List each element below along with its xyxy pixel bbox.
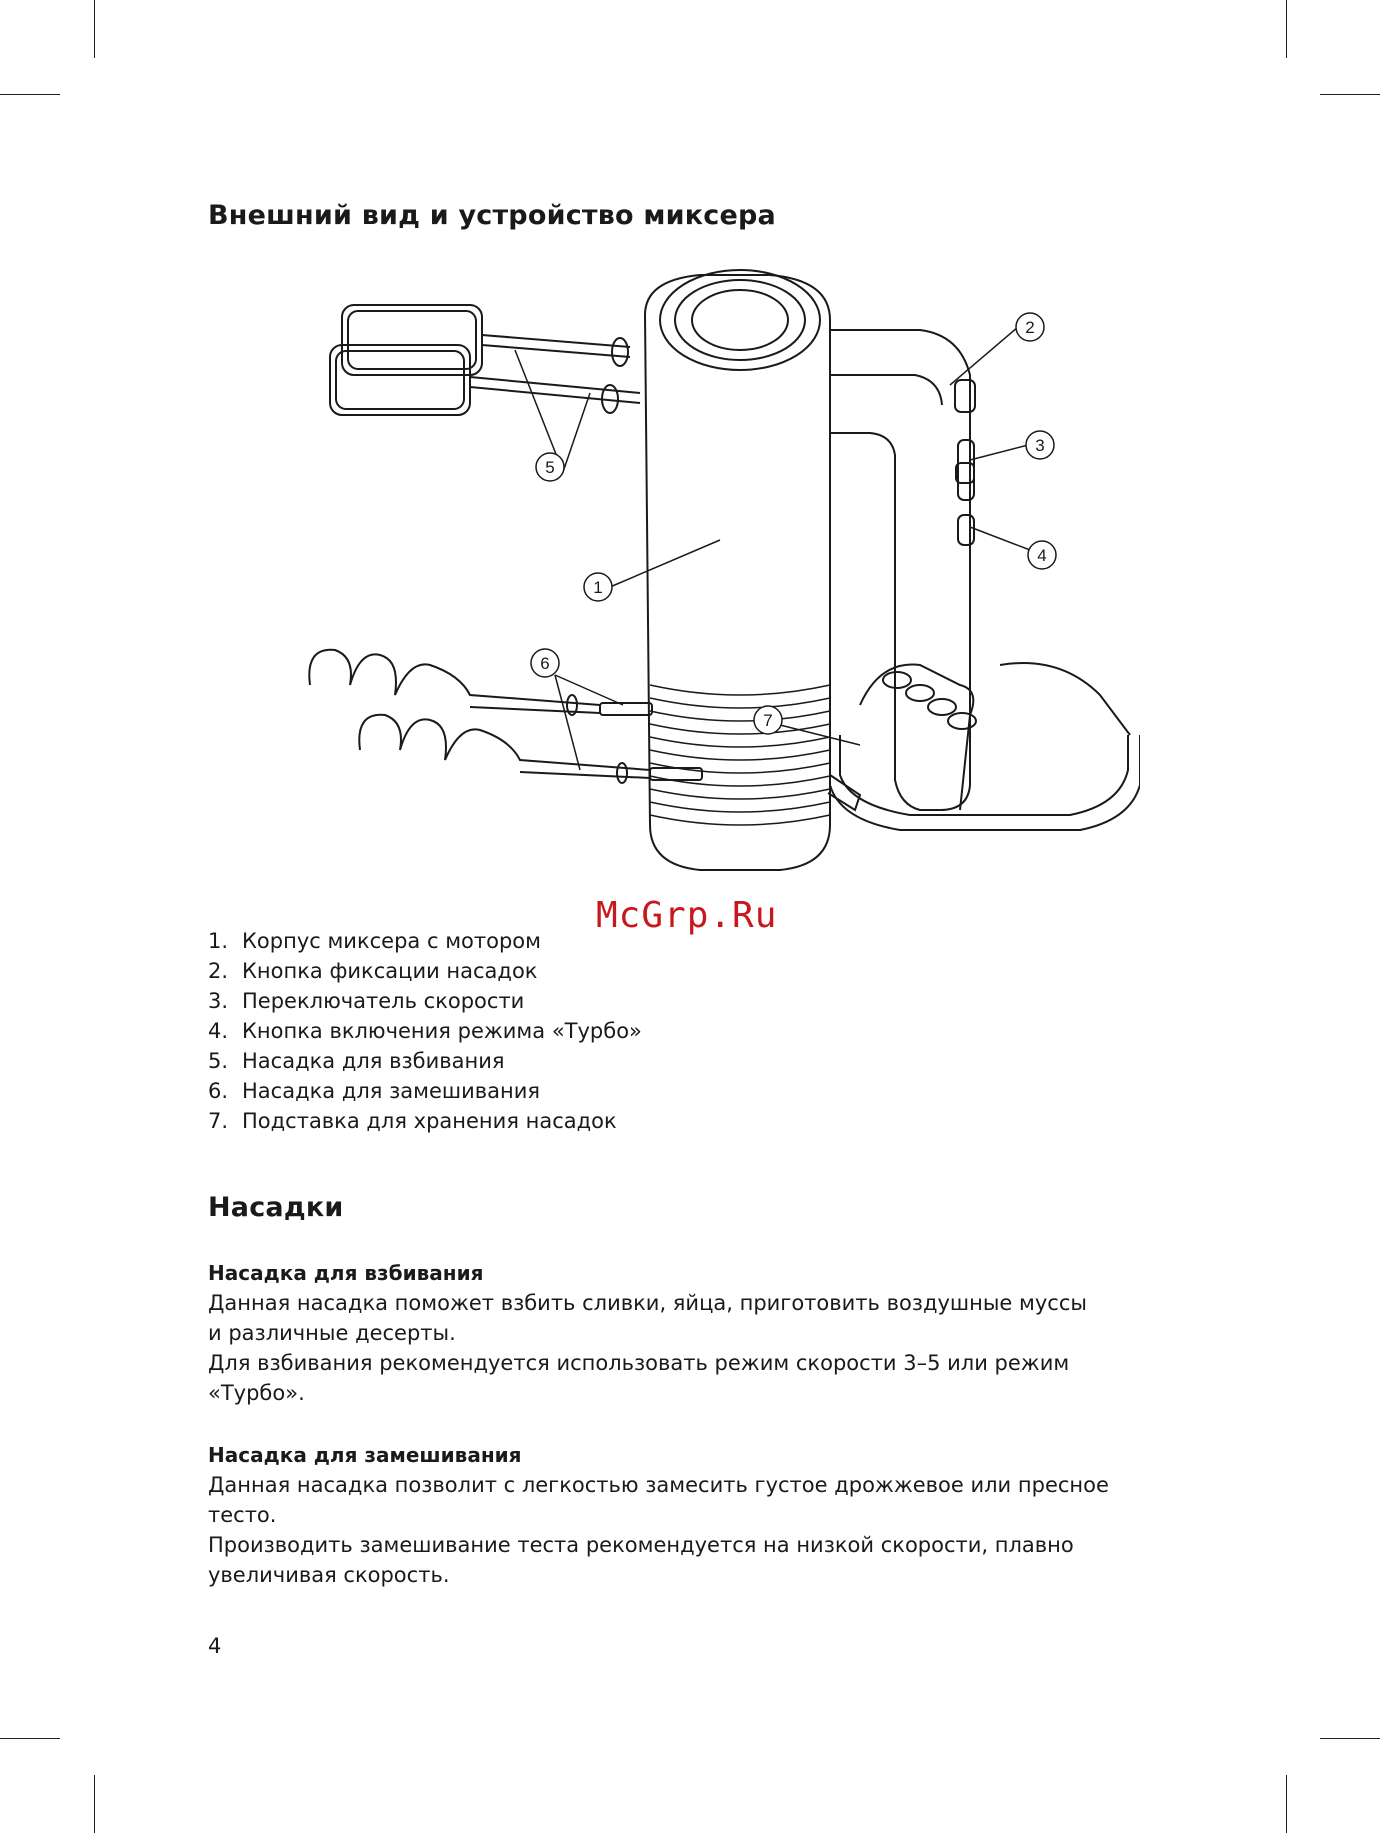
callout-7: 7 <box>763 711 773 730</box>
list-item: 1. Корпус миксера с мотором <box>208 929 541 953</box>
callout-3: 3 <box>1035 436 1045 455</box>
whisk-section <box>208 1258 1188 1408</box>
list-item: 5. Насадка для взбивания <box>208 1049 505 1073</box>
list-item: 7. Подставка для хранения насадок <box>208 1109 617 1133</box>
page-number: 4 <box>208 1634 222 1658</box>
crop-mark <box>1320 1738 1380 1739</box>
crop-mark <box>0 1738 60 1739</box>
paragraph-line: увеличивая скорость. <box>208 1563 450 1587</box>
parts-list <box>208 926 642 1136</box>
crop-mark <box>1320 94 1380 95</box>
paragraph-line: Производить замешивание теста рекомендуется на низкой скорости, плавно <box>208 1533 1074 1557</box>
mixer-handle <box>830 330 975 810</box>
mixer-diagram <box>300 265 1140 915</box>
crop-mark <box>94 1775 95 1833</box>
callout-6: 6 <box>540 654 550 673</box>
crop-mark <box>1286 0 1287 58</box>
watermark: McGrp.Ru <box>596 895 778 936</box>
list-item: 2. Кнопка фиксации насадок <box>208 959 538 983</box>
callout-4: 4 <box>1037 546 1047 565</box>
section-title: Насадки <box>208 1192 344 1223</box>
callout-2: 2 <box>1025 318 1035 337</box>
dough-section <box>208 1440 1208 1590</box>
crop-mark <box>1286 1775 1287 1833</box>
crop-mark <box>0 94 60 95</box>
paragraph-line: «Турбо». <box>208 1381 305 1405</box>
paragraph-line: Данная насадка поможет взбить сливки, яйца, приготовить воздушные муссы <box>208 1291 1087 1315</box>
list-item: 3. Переключатель скорости <box>208 989 525 1013</box>
storage-stand <box>830 663 1140 830</box>
paragraph-line: Для взбивания рекомендуется использовать режим скорости 3–5 или режим <box>208 1351 1070 1375</box>
paragraph-line: и различные десерты. <box>208 1321 456 1345</box>
list-item: 6. Насадка для замешивания <box>208 1079 540 1103</box>
whisk-beaters <box>330 305 640 415</box>
crop-mark <box>94 0 95 58</box>
list-item: 4. Кнопка включения режима «Турбо» <box>208 1019 642 1043</box>
paragraph-line: тесто. <box>208 1503 277 1527</box>
callout-5: 5 <box>545 458 555 477</box>
subsection-heading: Насадка для замешивания <box>208 1443 522 1467</box>
page-title: Внешний вид и устройство миксера <box>208 200 776 231</box>
paragraph-line: Данная насадка позволит с легкостью замесить густое дрожжевое или пресное <box>208 1473 1109 1497</box>
subsection-heading: Насадка для взбивания <box>208 1261 484 1285</box>
dough-hooks <box>309 650 702 783</box>
callout-1: 1 <box>593 578 603 597</box>
